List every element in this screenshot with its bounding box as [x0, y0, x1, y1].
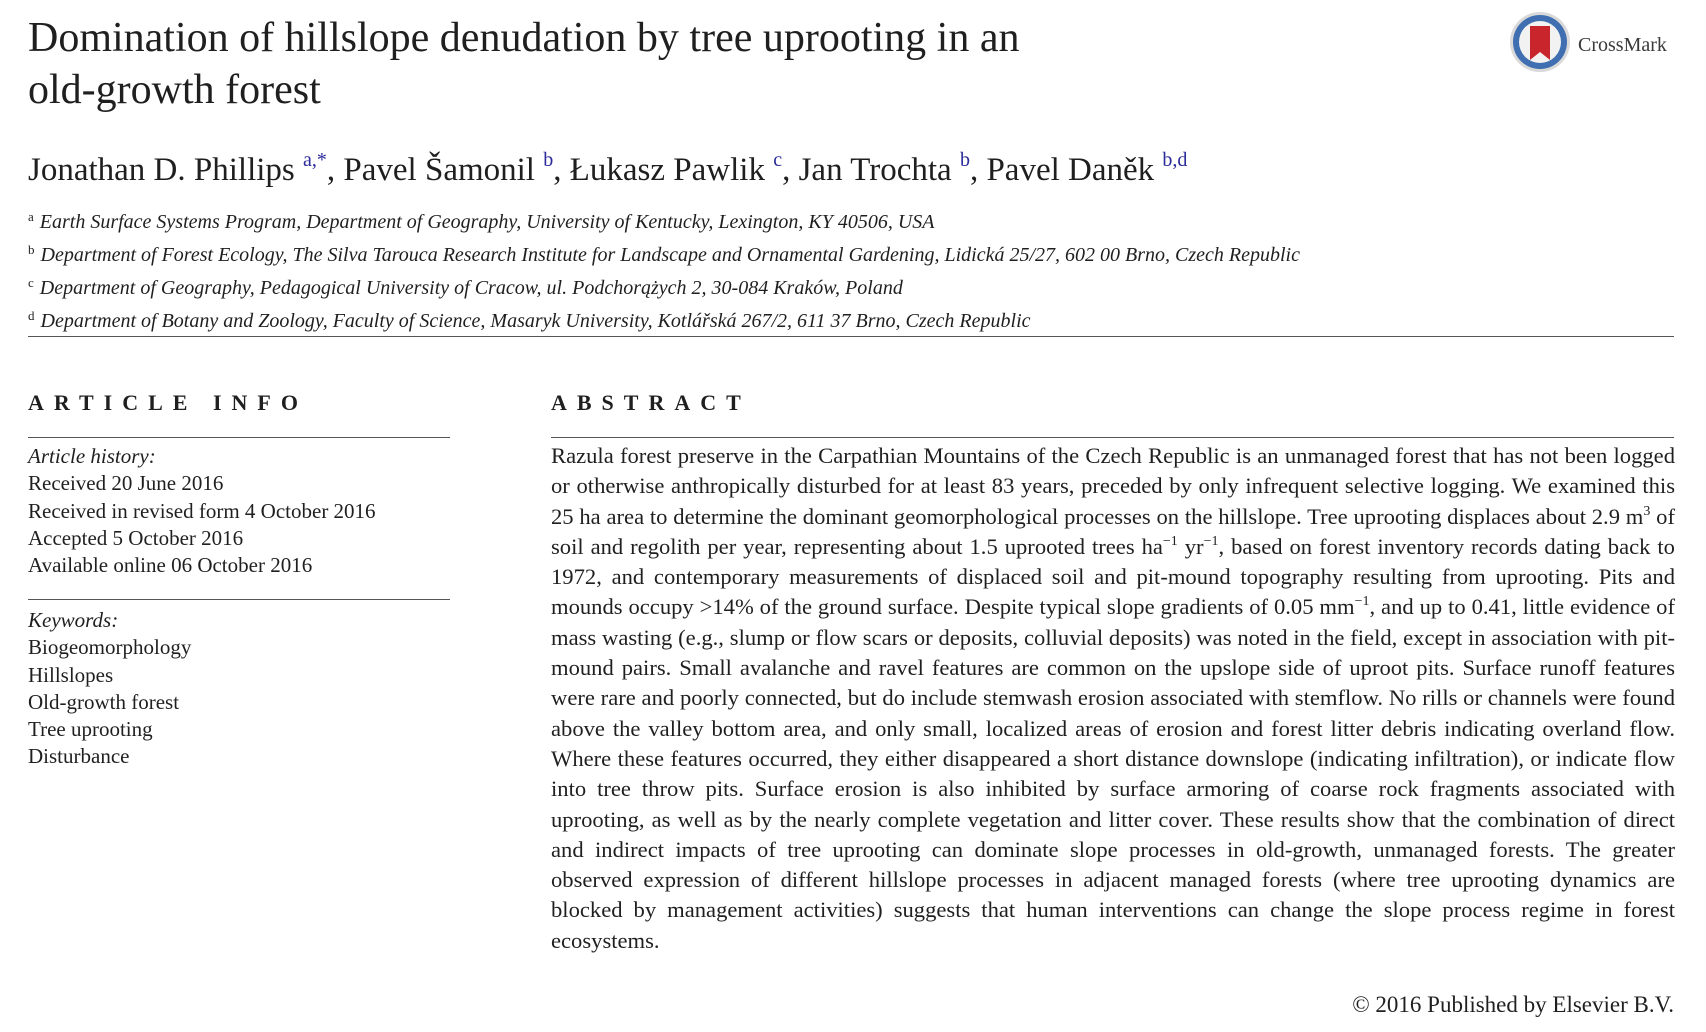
- author[interactable]: Łukasz Pawlik $^c$,: [569, 149, 799, 188]
- author-affiliation-mark[interactable]: c: [773, 149, 783, 171]
- article-info-heading: ARTICLE INFO: [28, 390, 308, 415]
- crossmark-badge[interactable]: [1508, 10, 1678, 72]
- header-divider: [28, 336, 1674, 337]
- article-history: [28, 443, 448, 579]
- keywords: [28, 607, 448, 771]
- title-line-1: Domination of hillslope denudation by tree uprooting in an: [28, 15, 1020, 61]
- author[interactable]: Jan Trochta $^b$,: [798, 149, 987, 188]
- author[interactable]: Pavel Daněk $^{b,d}$: [986, 149, 1188, 188]
- abstract-divider: [551, 437, 1674, 438]
- history-entry: Accepted 5 October 2016: [28, 525, 244, 550]
- author-list: [28, 140, 1668, 190]
- abstract-text: Razula forest preserve in the Carpathian Mountains of the Czech Republic is an unmanaged forest that has not been logged or otherwise anthropically disturbed for at least 83 years, preceded by only infrequent selective logging. We examined this 25 ha area to determine the dominant geomorphological processes on the hillslope. Tree uprooting displaces about 2.9 $m^3$ of soil and regolith per year, representing about 1.5 uprooted trees $ha^{-1}$ $yr^{-1}$, based on forest inventory records dating back to 1972, and contemporary measurements of displaced soil and pit-mound topography resulting from uprooting. Pits and mounds occupy >14% of the ground surface. Despite typical slope gradients of 0.05 $mm^{-1}$, and up to 0.41, little evidence of mass wasting (e.g., slump or flow scars or deposits, colluvial deposits) was noted in the field, except in association with pit-mound pairs. Small avalanche and ravel features are common on the upslope side of uproot pits. Surface runoff features were rare and poorly connected, but do include stemwash erosion associated with stemflow. No rills or channels were found above the valley bottom area, and only small, localized areas of erosion and forest litter debris indicating overland flow. Where these features occurred, they either disappeared a short distance downslope (indicating infiltration), or indicate flow into tree throw pits. Surface erosion is also inhibited by surface armoring of coarse rock fragments associated with uprooting, as well as by the nearly complete vegetation and litter cover. These results show that the combination of direct and indirect impacts of tree uprooting can dominate slope processes in old-growth, unmanaged forests. The greater observed expression of different hillslope processes in adjacent managed forests (where tree uprooting dynamics are blocked by management activities) suggests that human interventions can change the slope process regime in forest ecosystems.: [551, 443, 1676, 953]
- copyright-notice: © 2016 Published by Elsevier B.V.: [1352, 992, 1674, 1017]
- affiliation: $^b$ Department of Forest Ecology, The Silva Tarouca Research Institute for Landscape and Ornamental Gardening, Lidická 25/27, 602 00 Brno, Czech Republic: [28, 242, 1300, 266]
- author-affiliation-mark[interactable]: b: [543, 149, 554, 171]
- title-line-2: old-growth forest: [28, 67, 321, 113]
- abstract-heading: ABSTRACT: [551, 390, 751, 415]
- article-history-label: Article history:: [28, 444, 156, 468]
- crossmark-icon: [1508, 10, 1572, 74]
- author-affiliation-mark[interactable]: b,d: [1162, 149, 1188, 171]
- crossmark-label: CrossMark: [1578, 34, 1667, 56]
- history-entry: Available online 06 October 2016: [28, 553, 313, 578]
- affiliation-list: [28, 203, 1648, 335]
- article-title: [28, 12, 1228, 116]
- keywords-divider: [28, 599, 450, 600]
- author[interactable]: Jonathan D. Phillips $^{a,*}$,: [28, 149, 344, 188]
- history-entry: Received in revised form 4 October 2016: [28, 498, 376, 523]
- author-affiliation-mark[interactable]: a,*: [303, 149, 327, 171]
- keyword: Tree uprooting: [28, 717, 153, 742]
- keyword: Disturbance: [28, 744, 130, 769]
- affiliation: $^a$ Earth Surface Systems Program, Department of Geography, University of Kentucky, Lexington, KY 40506, USA: [28, 209, 935, 233]
- author-affiliation-mark[interactable]: b: [959, 149, 970, 171]
- affiliation: $^c$ Department of Geography, Pedagogical University of Cracow, ul. Podchorążych 2, 30-084 Kraków, Poland: [28, 275, 903, 299]
- keyword: Old-growth forest: [28, 689, 180, 714]
- article-info-divider: [28, 437, 450, 438]
- keywords-label: Keywords:: [28, 608, 119, 632]
- affiliation: $^d$ Department of Botany and Zoology, Faculty of Science, Masaryk University, Kotlářská 267/2, 611 37 Brno, Czech Republic: [28, 308, 1031, 332]
- author[interactable]: Pavel Šamonil $^b$,: [343, 149, 570, 188]
- history-entry: Received 20 June 2016: [28, 471, 224, 496]
- keyword: Hillslopes: [28, 662, 114, 687]
- keyword: Biogeomorphology: [28, 635, 192, 660]
